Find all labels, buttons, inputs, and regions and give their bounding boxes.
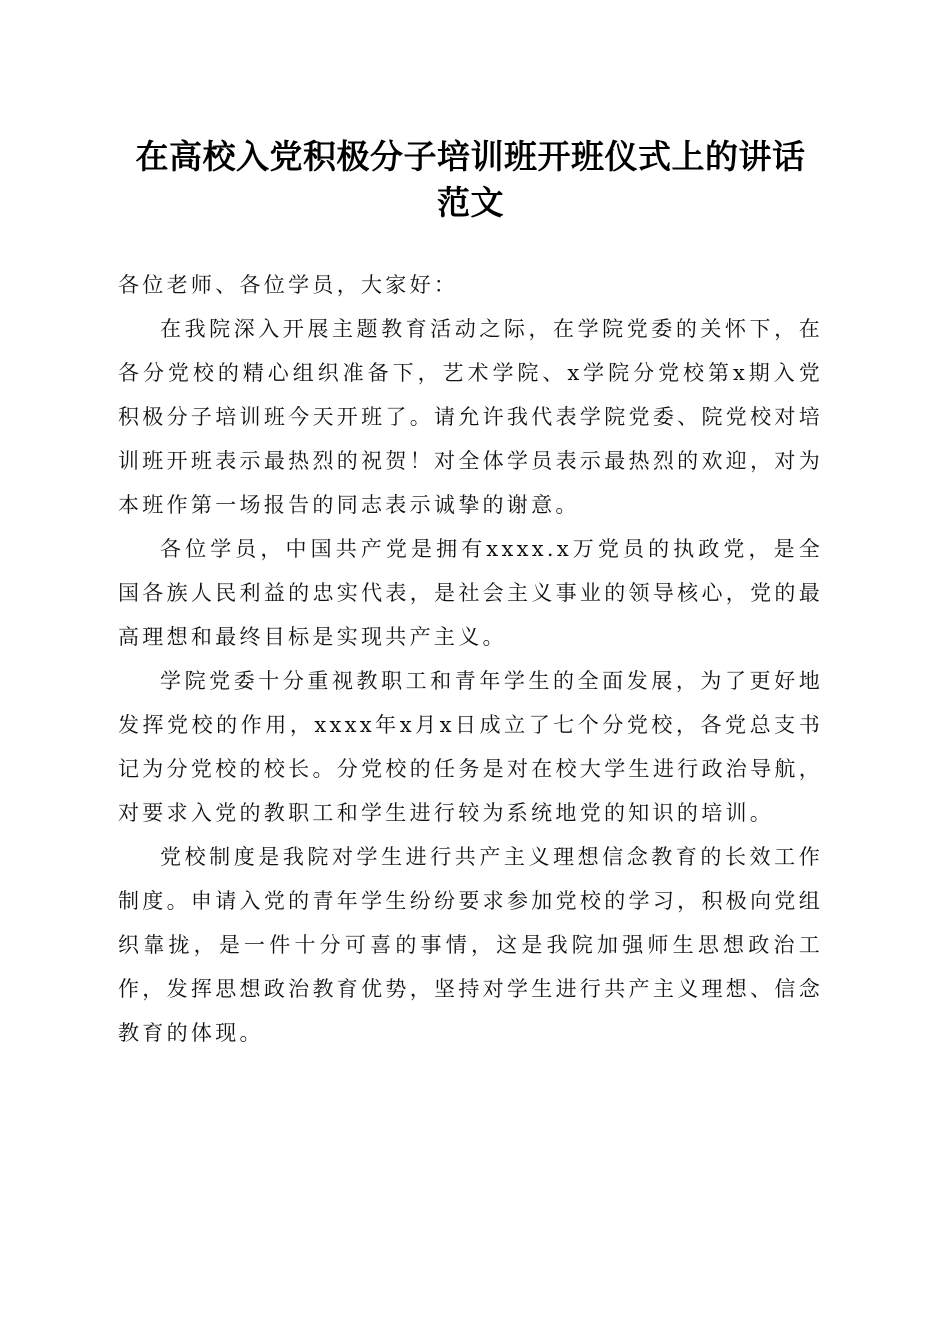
document-title [118,0,823,226]
title-line-2: 范文 [437,183,504,222]
title-line-1: 在高校入党积极分子培训班开班仪式上的讲话 [135,137,806,176]
paragraph-1: 在我院深入开展主题教育活动之际，在学院党委的关怀下，在各分党校的精心组织准备下，艺术学院、x学院分党校第x期入党积极分子培训班今天开班了。请允许我代表学院党委、院党校对培训班开班表示最热烈的祝贺！对全体学员表示最热烈的欢迎，对为本班作第一场报告的同志表示诚挚的谢意。 [118,317,823,517]
greeting: 各位老师、各位学员，大家好： [118,273,459,297]
paragraph-3: 学院党委十分重视教职工和青年学生的全面发展，为了更好地发挥党校的作用，xxxx年x月x日成立了七个分党校，各党总支书记为分党校的校长。分党校的任务是对在校大学生进行政治导航，对要求入党的教职工和学生进行较为系统地党的知识的培训。 [118,669,823,825]
document-body [118,263,823,1055]
paragraph-4: 党校制度是我院对学生进行共产主义理想信念教育的长效工作制度。申请入党的青年学生纷纷要求参加党校的学习，积极向党组织靠拢，是一件十分可喜的事情，这是我院加强师生思想政治工作，发挥思想政治教育优势，坚持对学生进行共产主义理想、信念教育的体现。 [118,845,823,1045]
document-page [118,0,823,1055]
paragraph-2: 各位学员，中国共产党是拥有xxxx.x万党员的执政党，是全国各族人民利益的忠实代表，是社会主义事业的领导核心，党的最高理想和最终目标是实现共产主义。 [118,537,823,649]
